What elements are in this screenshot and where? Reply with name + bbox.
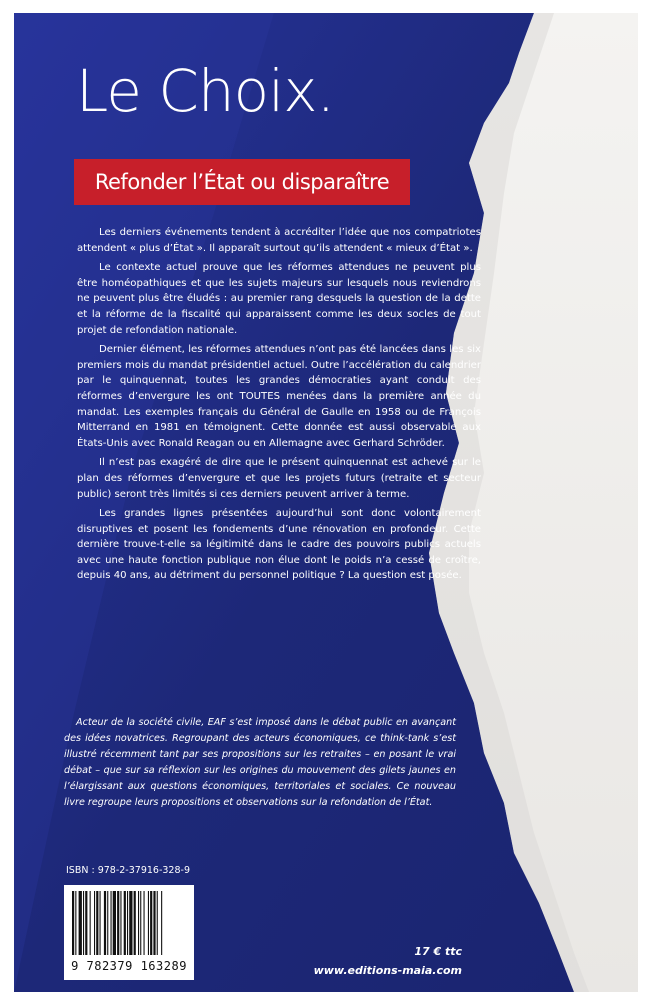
synopsis-paragraph: Dernier élément, les réformes attendues n’ont pas été lancées dans les six premiers mois du mandat présidentiel actuel. Outre l’accélération du calendrier par le quinquennat, toutes les grandes démocraties ayant conduit des réformes d’envergure les ont TOUTES menées dans la première année du mandat. Les exemples français du Général de Gaulle en 1958 ou de François Mitterrand en 1981 en témoignent. Cette donnée est aussi observable aux États-Unis avec Ronald Reagan ou en Allemagne avec Gerhard Schröder. xyxy=(77,344,481,449)
barcode-bar xyxy=(72,891,74,955)
barcode-bar xyxy=(75,891,76,955)
book-back-cover xyxy=(14,13,638,992)
synopsis-paragraph: Il n’est pas exagéré de dire que le présent quinquennat est achevé sur le plan des réformes d’envergure et que les projets futurs (retraite et secteur public) seront très limités si ces derniers peuvent arriver à terme. xyxy=(77,457,481,500)
barcode xyxy=(64,885,194,980)
barcode-digits: 9 782379 163289 xyxy=(71,959,187,973)
barcode-bar xyxy=(127,891,128,955)
book-subtitle: Refonder l’État ou disparaître xyxy=(94,170,390,194)
barcode-bar xyxy=(150,891,152,955)
about-paragraph: Acteur de la société civile, EAF s’est imposé dans le débat public en avançant des idées novatrices. Regroupant des acteurs économiques, ce think-tank s’est illustré récemment tant par ses propositions sur les retraites – en posant le vrai débat – que sur sa réflexion sur les origines du mouvement des gilets jaunes en l’élargissant aux questions économiques, territoriales et sociales. Ce nouveau livre regroupe leurs propositions et observations sur la refondation de l’État. xyxy=(64,717,456,808)
barcode-bar xyxy=(134,891,136,955)
barcode-bar xyxy=(148,891,149,955)
synopsis-paragraph: Le contexte actuel prouve que les réformes attendues ne peuvent plus être homéopathiques et que les sujets majeurs sur lesquels nous reviendrons ne peuvent plus être éludés : au premier rang desquels la question de la dette et la réforme de la fiscalité qui apparaissent comme les deux socles de tout projet de refondation nationale. xyxy=(77,262,481,336)
barcode-bar xyxy=(138,891,139,955)
book-title: Le Choix. xyxy=(76,57,335,125)
publisher-website: www.editions-maia.com xyxy=(313,964,462,977)
synopsis-paragraph: Les grandes lignes présentées aujourd’hui sont donc volontairement disruptives et posent les fondements d’une rénovation en profondeur. Cette dernière trouve-t-elle sa légitimité dans le cadre des pouvoirs publics actuels avec une haute fonction publique non élue dont le poids n’a cessé de croître, depuis 40 ans, au détriment du personnel politique ? La question est posée. xyxy=(77,508,481,582)
barcode-bar xyxy=(129,891,132,955)
barcode-bar xyxy=(83,891,84,955)
barcode-bar xyxy=(153,891,155,955)
author-about xyxy=(64,715,456,811)
barcode-bars xyxy=(70,891,188,957)
barcode-bar xyxy=(96,891,98,955)
barcode-bar xyxy=(113,891,116,955)
subtitle-banner xyxy=(74,159,410,205)
barcode-bar xyxy=(161,891,162,955)
barcode-bar xyxy=(157,891,158,955)
barcode-bar xyxy=(117,891,119,955)
barcode-bar xyxy=(90,891,91,955)
barcode-bar xyxy=(94,891,95,955)
synopsis xyxy=(77,225,481,588)
barcode-bar xyxy=(107,891,108,955)
barcode-bar xyxy=(79,891,82,955)
isbn-label: ISBN : 978-2-37916-328-9 xyxy=(66,865,190,876)
barcode-bar xyxy=(104,891,106,955)
barcode-bar xyxy=(140,891,141,955)
barcode-bar xyxy=(124,891,126,955)
barcode-bar xyxy=(111,891,112,955)
price: 17 € ttc xyxy=(414,945,462,958)
synopsis-paragraph: Les derniers événements tendent à accréditer l’idée que nos compatriotes attendent « plus d’État ». Il apparaît surtout qu’ils attendent « mieux d’État ». xyxy=(77,227,481,254)
barcode-bar xyxy=(120,891,121,955)
barcode-bar xyxy=(144,891,145,955)
barcode-bar xyxy=(85,891,87,955)
barcode-bar xyxy=(100,891,101,955)
